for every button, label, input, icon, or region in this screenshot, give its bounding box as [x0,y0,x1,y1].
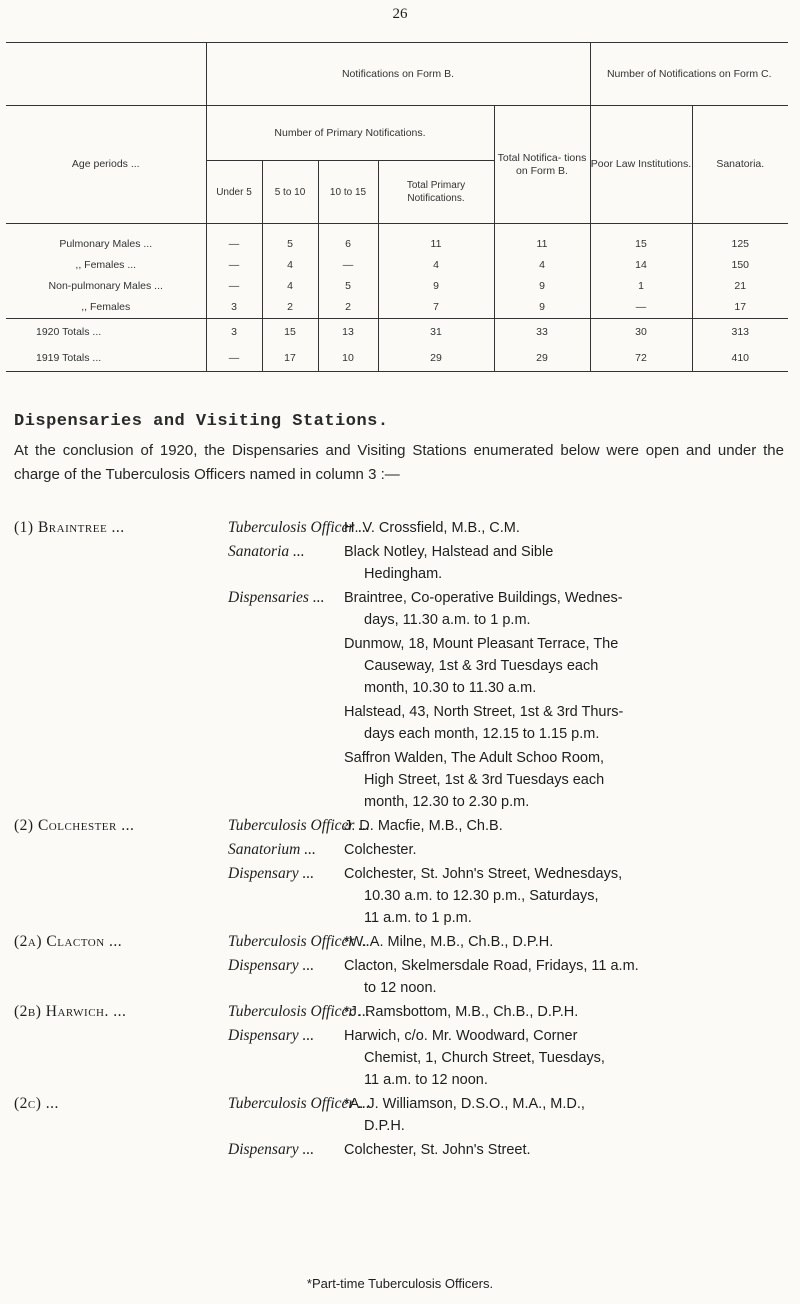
entry-key: Tuberculosis Officer ... [228,1003,370,1020]
entry-value [344,863,792,929]
entry-value [344,931,792,953]
entry-value [344,815,792,837]
entry-value-line: Harwich, c/o. Mr. Woodward, Corner [344,1028,578,1044]
entry-value-line: Dunmow, 18, Mount Pleasant Terrace, The [344,636,619,652]
entry-key: Tuberculosis Officer ... [228,1095,370,1112]
subheader-5-to-10: 5 to 10 [262,161,318,224]
subheader-total-primary: Total Primary Notifications. [378,161,494,224]
entry-value [344,1001,792,1023]
entry-value-line: Saffron Walden, The Adult Schoo Room, [344,750,605,766]
entry-value-line: J. D. Macfie, M.B., Ch.B. [344,818,503,834]
footnote: *Part-time Tuberculosis Officers. [306,1276,494,1291]
intro-paragraph: At the conclusion of 1920, the Dispensaries and Visiting Stations enumerated below were open and under the charge of the Tuberculosis Officers named in column 3 :— [14,442,784,483]
entry-value-line: days each month, 12.15 to 1.15 p.m. [364,726,600,742]
entry-value [344,517,792,539]
header-total-form-b: Total Notifica- tions on Form B. [494,106,590,224]
entry-value-line: to 12 noon. [364,980,437,996]
entry-number: (1) Braintree ... [14,519,125,536]
entry-value-line: days, 11.30 a.m. to 1 p.m. [364,612,531,628]
entry-number: (2b) Harwich. ... [14,1003,127,1020]
entry-value-line: Colchester, St. John's Street. [344,1142,531,1158]
entry-key: Tuberculosis Officer ... [228,817,370,834]
entry-value-line: *W. A. Milne, M.B., Ch.B., D.P.H. [344,934,554,950]
entry-value-line: 11 a.m. to 1 p.m. [364,910,472,926]
entry-value-line: Braintree, Co-operative Buildings, Wednes- [344,590,623,606]
entry-key: Tuberculosis Officer ... [228,933,370,950]
totals-row-1919: 1919 Totals ... — 17 10 29 29 72 410 [6,345,788,372]
entry-value [344,587,792,631]
table-row: ,, Females 3 2 2 7 9 — 17 [6,297,788,319]
header-sanatoria: Sanatoria. [692,106,788,224]
table-row: Pulmonary Males ... — 5 6 11 11 15 125 [6,224,788,256]
entry-key: Sanatorium ... [228,841,316,858]
entry-value-line: month, 12.30 to 2.30 p.m. [364,794,530,810]
entry-value [344,1025,792,1091]
entry-value [344,1093,792,1137]
entry-value-line: Causeway, 1st & 3rd Tuesdays each [364,658,599,674]
entry-value-line: *A. J. Williamson, D.S.O., M.A., M.D., [344,1096,585,1112]
entry-value-line: Hedingham. [364,566,443,582]
header-age-periods: Age periods ... [71,158,140,170]
entry-value [344,955,792,999]
entry-value [344,1139,792,1161]
entry-value-line: 10.30 a.m. to 12.30 p.m., Saturdays, [364,888,599,904]
entry-value-line: Colchester. [344,842,417,858]
entry-value-line: D.P.H. [364,1118,405,1134]
header-primary: Number of Primary Notifications. [206,106,494,161]
entry-value-line: Clacton, Skelmersdale Road, Fridays, 11 a.m. [344,958,639,974]
entry-value [344,633,792,699]
entry-value-line: Black Notley, Halstead and Sible [344,544,554,560]
section-heading: Dispensaries and Visiting Stations. [14,412,389,431]
subheader-10-to-15: 10 to 15 [318,161,378,224]
entry-key: Dispensaries ... [228,589,325,606]
entry-value [344,541,792,585]
header-poor-law: Poor Law Institutions. [590,106,692,224]
entry-value-line: Halstead, 43, North Street, 1st & 3rd Thurs- [344,704,624,720]
entry-value-line: Chemist, 1, Church Street, Tuesdays, [364,1050,605,1066]
entry-key: Dispensary ... [228,957,315,974]
header-forms-c: Number of Notifications on Form C. [590,43,788,106]
page-number: 26 [392,6,408,22]
entry-number: (2) Colchester ... [14,817,135,834]
entry-key: Dispensary ... [228,865,315,882]
entry-value-line: Colchester, St. John's Street, Wednesdays, [344,866,623,882]
totals-row-1920: 1920 Totals ... 3 15 13 31 33 30 313 [6,319,788,346]
table-body [6,224,788,372]
subheader-under-5: Under 5 [206,161,262,224]
entry-number: (2a) Clacton ... [14,933,123,950]
entry-key: Sanatoria ... [228,543,305,560]
entry-key: Dispensary ... [228,1141,315,1158]
entry-value-line: *J. Ramsbottom, M.B., Ch.B., D.P.H. [344,1004,579,1020]
entry-number: (2c) ... [14,1095,59,1112]
entry-value-line: High Street, 1st & 3rd Tuesdays each [364,772,605,788]
entry-value-line: 11 a.m. to 12 noon. [364,1072,488,1088]
header-forms-b: Notifications on Form B. [206,43,590,106]
entry-key: Dispensary ... [228,1027,315,1044]
table-row: ,, Females ... — 4 — 4 4 14 150 [6,255,788,276]
entry-key: Tuberculosis Officer ... [228,519,370,536]
entry-value [344,701,792,745]
entry-value [344,839,792,861]
notifications-table [6,42,788,372]
table-row: Non-pulmonary Males ... — 4 5 9 9 1 21 [6,276,788,297]
entry-value-line: month, 10.30 to 11.30 a.m. [364,680,537,696]
entry-value-line: H. V. Crossfield, M.B., C.M. [344,520,520,536]
entry-value [344,747,792,813]
